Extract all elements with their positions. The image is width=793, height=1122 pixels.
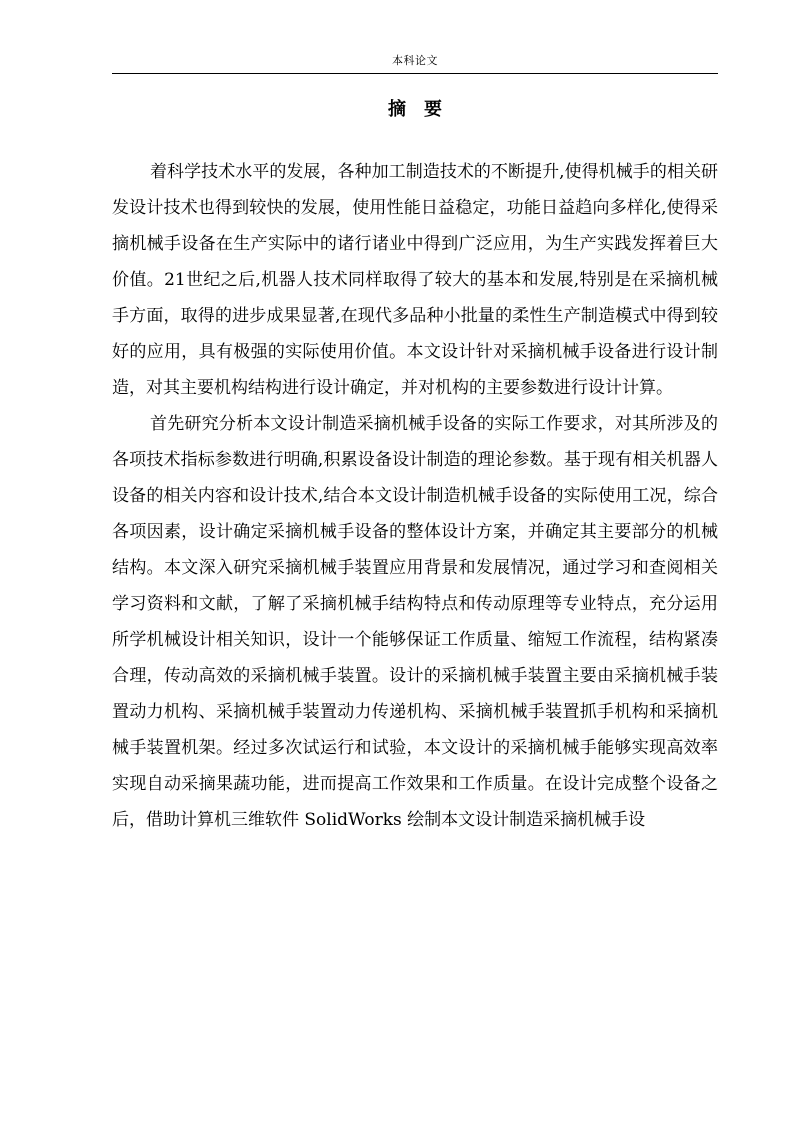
running-header bbox=[112, 50, 718, 74]
running-header-title: 本科论文 bbox=[392, 54, 438, 67]
abstract-paragraph-2: 首先研究分析本文设计制造采摘机械手设备的实际工作要求，对其所涉及的各项技术指标参数进行明确,积累设备设计制造的理论参数。基于现有相关机器人设备的相关内容和设计技术,结合本文设计制造机械手设备的实际使用工况，综合各项因素，设计确定采摘机械手设备的整体设计方案，并确定其主要部分的机械结构。本文深入研究采摘机械手装置应用背景和发展情况，通过学习和查阅相关学习资料和文献，了解了采摘机械手结构特点和传动原理等专业特点，充分运用所学机械设计相关知识，设计一个能够保证工作质量、缩短工作流程，结构紧凑合理，传动高效的采摘机械手装置。设计的采摘机械手装置主要由采摘机械手装置动力机构、采摘机械手装置动力传递机构、采摘机械手装置抓手机构和采摘机械手装置机架。经过多次试运行和试验，本文设计的采摘机械手能够实现高效率实现自动采摘果蔬功能，进而提高工作效果和工作质量。在设计完成整个设备之后，借助计算机三维软件 SolidWorks 绘制本文设计制造采摘机械手设 bbox=[112, 414, 718, 830]
abstract-title: 摘 要 bbox=[388, 99, 442, 120]
abstract-paragraph-1: 着科学技术水平的发展，各种加工制造技术的不断提升,使得机械手的相关研发设计技术也得到较快的发展，使用性能日益稳定，功能日益趋向多样化,使得采摘机械手设备在生产实际中的诸行诸业中得到广泛应用，为生产实践发挥着巨大价值。21世纪之后,机器人技术同样取得了较大的基本和发展,特别是在采摘机械手方面，取得的进步成果显著,在现代多品种小批量的柔性生产制造模式中得到较好的应用，具有极强的实际使用价值。本文设计针对采摘机械手设备进行设计制造，对其主要机构结构进行设计确定，并对机构的主要参数进行设计计算。 bbox=[112, 162, 718, 398]
abstract-body bbox=[112, 154, 718, 838]
